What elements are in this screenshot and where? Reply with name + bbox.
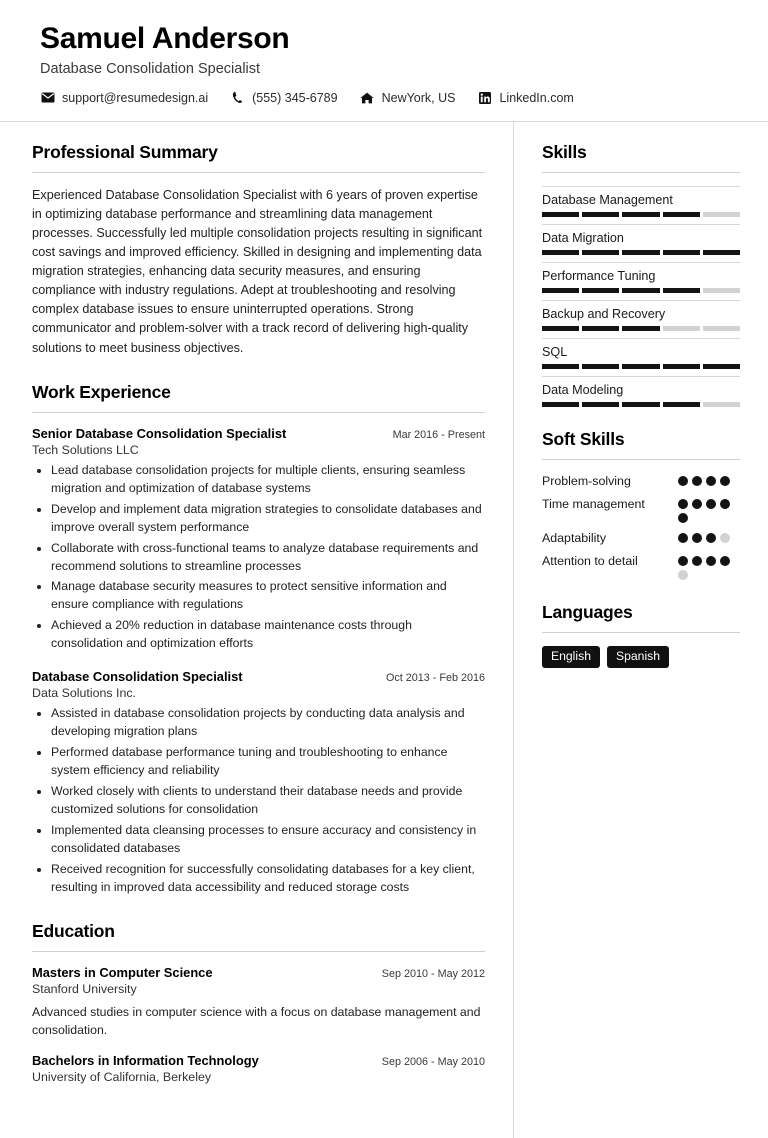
skill-level-bar [542,326,740,331]
skill-name: Data Migration [542,231,740,245]
education-item-head [32,1053,485,1068]
home-icon [360,91,375,105]
experience-dates: Oct 2013 - Feb 2016 [376,672,485,684]
experience-dates: Mar 2016 - Present [383,429,485,441]
skill-level-bar [542,288,740,293]
experience-item [32,669,485,897]
experience-item [32,426,485,654]
skill-level-bar [542,364,740,369]
skill-name: Performance Tuning [542,269,740,283]
soft-skill-item [542,473,740,489]
skill-level-bar [542,250,740,255]
skill-name: Data Modeling [542,383,740,397]
section-skills [542,142,740,407]
soft-skills-heading: Soft Skills [542,429,740,450]
skill-item [542,224,740,255]
section-work-experience [32,382,485,897]
contact-location-text: NewYork, US [382,91,456,105]
sidebar-column [513,122,768,1138]
skill-item [542,376,740,407]
experience-bullets [32,705,485,897]
contact-email[interactable] [40,91,208,105]
skill-item [542,262,740,293]
divider [542,632,740,633]
summary-heading: Professional Summary [32,142,485,163]
skill-name: SQL [542,345,740,359]
divider [32,172,485,173]
skills-heading: Skills [542,142,740,163]
experience-item-head [32,669,485,684]
contact-email-text: support@resumedesign.ai [62,91,208,105]
contact-linkedin[interactable] [477,91,573,105]
experience-company: Data Solutions Inc. [32,686,485,700]
section-education [32,921,485,1084]
language-list [542,646,740,668]
resume-body [0,122,768,1138]
divider [32,412,485,413]
soft-skill-rating [678,496,740,523]
soft-skill-name: Time management [542,496,670,512]
contact-row [40,91,728,105]
skill-level-bar [542,212,740,217]
skill-level-bar [542,402,740,407]
summary-text: Experienced Database Consolidation Specialist with 6 years of proven expertise in optimizing database performance and streamlining data management processes. Successfully led multiple consolidation projects resulting in significant cost savings and improved efficiency. Skilled in designing and implementing data migration strategies, enhancing data security measures, and ensuring compliance with industry regulations. Adept at troubleshooting and resolving complex database issues to ensure uninterrupted operations. Strong communicator and problem-solver with a track record of delivering high-quality solutions to meet business objectives. [32,186,485,358]
education-item [32,1053,485,1084]
contact-phone[interactable] [230,91,337,105]
soft-skill-rating [678,530,740,543]
candidate-name: Samuel Anderson [40,22,728,57]
language-chip: Spanish [607,646,669,668]
soft-skill-rating [678,553,740,580]
divider [32,951,485,952]
phone-icon [230,91,245,105]
education-school: Stanford University [32,982,485,996]
section-professional-summary [32,142,485,358]
envelope-icon [40,91,55,105]
contact-phone-text: (555) 345-6789 [252,91,337,105]
main-column [0,122,513,1138]
education-school: University of California, Berkeley [32,1070,485,1084]
list-item: • Collaborate with cross-functional teams to analyze database requirements and recommend solutions to streamline processes [51,540,485,576]
experience-company: Tech Solutions LLC [32,443,485,457]
soft-skill-item [542,530,740,546]
skill-item [542,186,740,217]
contact-location[interactable] [360,91,456,105]
skill-name: Backup and Recovery [542,307,740,321]
section-languages [542,602,740,668]
list-item: • Assisted in database consolidation projects by conducting data analysis and developing migration plans [51,705,485,741]
education-dates: Sep 2010 - May 2012 [372,968,485,980]
list-item: • Lead database consolidation projects for multiple clients, ensuring seamless migration and optimization of database systems [51,462,485,498]
skill-item [542,300,740,331]
languages-heading: Languages [542,602,740,623]
experience-role: Senior Database Consolidation Specialist [32,426,286,441]
skill-item [542,338,740,369]
education-item-head [32,965,485,980]
resume-header [0,0,768,122]
soft-skill-item [542,496,740,523]
soft-skill-name: Adaptability [542,530,670,546]
education-degree: Bachelors in Information Technology [32,1053,259,1068]
list-item: • Manage database security measures to protect sensitive information and ensure compliance with regulations [51,578,485,614]
education-item [32,965,485,1039]
experience-item-head [32,426,485,441]
list-item: • Develop and implement data migration strategies to consolidate databases and improve overall system performance [51,501,485,537]
soft-skill-rating [678,473,740,486]
list-item: • Performed database performance tuning and troubleshooting to enhance system efficiency and reliability [51,744,485,780]
soft-skill-name: Attention to detail [542,553,670,569]
list-item: • Worked closely with clients to understand their database needs and provide customized solutions for consolidation [51,783,485,819]
list-item: • Implemented data cleansing processes to ensure accuracy and consistency in consolidated databases [51,822,485,858]
candidate-job-title: Database Consolidation Specialist [40,61,728,77]
soft-skill-item [542,553,740,580]
section-soft-skills [542,429,740,580]
education-heading: Education [32,921,485,942]
experience-role: Database Consolidation Specialist [32,669,243,684]
skill-name: Database Management [542,193,740,207]
linkedin-icon [477,91,492,105]
list-item: • Received recognition for successfully consolidating databases for a key client, resulting in improved data accessibility and reduced storage costs [51,861,485,897]
contact-linkedin-text: LinkedIn.com [499,91,573,105]
soft-skill-name: Problem-solving [542,473,670,489]
education-dates: Sep 2006 - May 2010 [372,1056,485,1068]
education-description: Advanced studies in computer science with a focus on database management and consolidation. [32,1003,485,1039]
experience-heading: Work Experience [32,382,485,403]
experience-bullets [32,462,485,654]
list-item: • Achieved a 20% reduction in database maintenance costs through consolidation and optimization efforts [51,617,485,653]
education-degree: Masters in Computer Science [32,965,213,980]
divider [542,459,740,460]
divider [542,172,740,173]
language-chip: English [542,646,600,668]
